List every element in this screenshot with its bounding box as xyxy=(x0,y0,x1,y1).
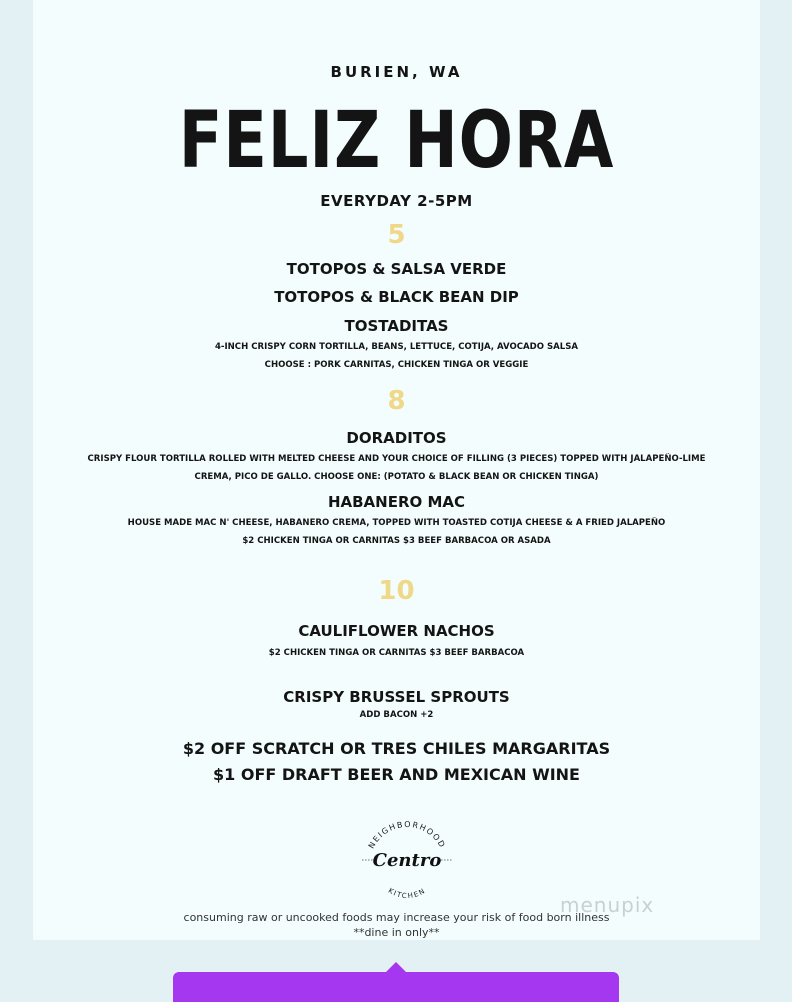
purple-action-bar[interactable] xyxy=(173,972,619,1002)
centro-logo xyxy=(352,806,462,916)
menupix-watermark: menupix xyxy=(560,893,655,917)
price-8: 8 xyxy=(387,386,406,416)
logo-top-text: NEIGHBORHOOD xyxy=(366,819,448,851)
dine-in-note: **dine in only** xyxy=(353,926,440,939)
deal-margaritas: $2 OFF SCRATCH OR TRES CHILES MARGARITAS xyxy=(182,739,611,758)
item-description: ADD BACON +2 xyxy=(359,710,434,720)
item-totopos-salsa-verde: TOTOPOS & SALSA VERDE xyxy=(286,260,507,278)
item-description: $2 CHICKEN TINGA OR CARNITAS $3 BEEF BARBACOA OR ASADA xyxy=(242,536,551,546)
item-totopos-black-bean-dip: TOTOPOS & BLACK BEAN DIP xyxy=(274,288,519,306)
logo-name: Centro xyxy=(372,850,442,871)
item-description: HOUSE MADE MAC N' CHEESE, HABANERO CREMA, TOPPED WITH TOASTED COTIJA CHEESE & A FRIED JALAPEÑO xyxy=(127,518,666,528)
item-description: CRISPY FLOUR TORTILLA ROLLED WITH MELTED CHEESE AND YOUR CHOICE OF FILLING (3 PIECES) TOPPED WITH JALAPEÑO-LIME xyxy=(87,454,706,464)
item-habanero-mac: HABANERO MAC xyxy=(327,493,466,511)
item-tostaditas: TOSTADITAS xyxy=(344,317,449,335)
price-5: 5 xyxy=(387,220,406,250)
deal-beer-wine: $1 OFF DRAFT BEER AND MEXICAN WINE xyxy=(213,765,580,784)
menu-sheet xyxy=(33,0,760,940)
item-description: CHOOSE : PORK CARNITAS, CHICKEN TINGA OR VEGGIE xyxy=(264,360,529,370)
item-description: CREMA, PICO DE GALLO. CHOOSE ONE: (POTATO & BLACK BEAN OR CHICKEN TINGA) xyxy=(194,472,599,482)
food-safety-disclaimer: consuming raw or uncooked foods may increase your risk of food born illness xyxy=(183,911,610,924)
item-description: $2 CHICKEN TINGA OR CARNITAS $3 BEEF BARBACOA xyxy=(268,648,525,658)
hours: EVERYDAY 2-5PM xyxy=(320,192,473,210)
item-cauliflower-nachos: CAULIFLOWER NACHOS xyxy=(298,622,495,640)
item-description: 4-INCH CRISPY CORN TORTILLA, BEANS, LETTUCE, COTIJA, AVOCADO SALSA xyxy=(214,342,579,352)
item-doraditos: DORADITOS xyxy=(346,429,447,447)
centro-logo-mark xyxy=(352,806,462,916)
item-crispy-brussel-sprouts: CRISPY BRUSSEL SPROUTS xyxy=(283,688,510,706)
logo-bottom-text: KITCHEN xyxy=(386,886,428,901)
menu-title: FELIZ HORA xyxy=(178,96,615,186)
location: BURIEN, WA xyxy=(330,63,463,81)
price-10: 10 xyxy=(378,576,415,606)
